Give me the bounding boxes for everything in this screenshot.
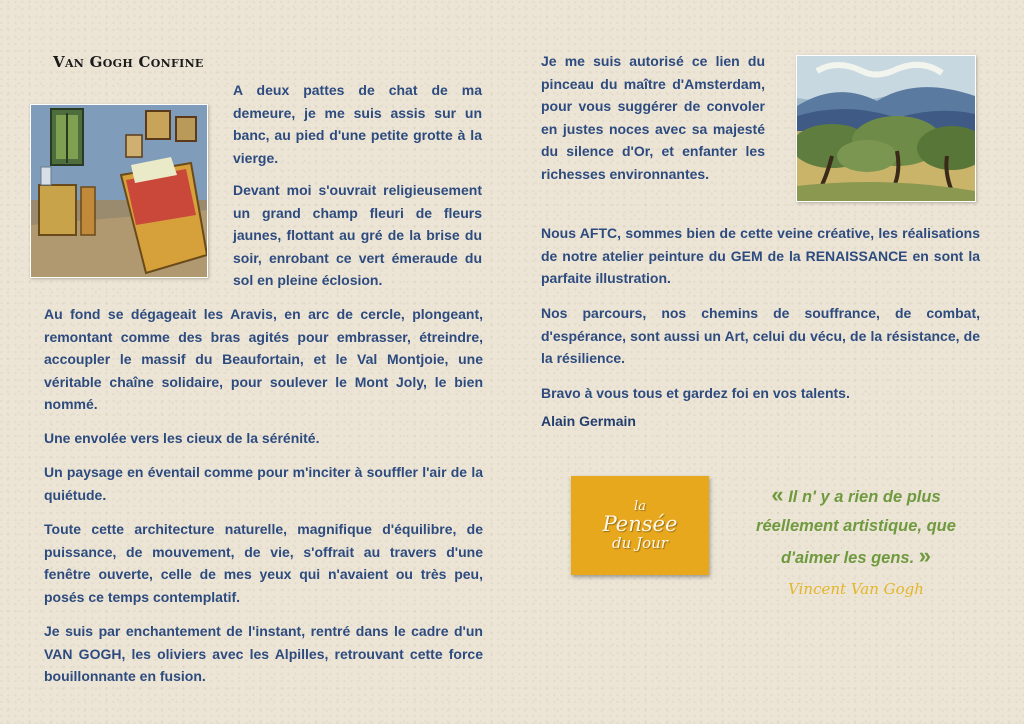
paragraph-5: Un paysage en éventail comme pour m'inciter à souffler l'air de la quiétude. [44, 464, 483, 503]
bedroom-painting-image [30, 104, 208, 278]
paragraph-2: Devant moi s'ouvrait religieusement un grand champ fleuri de fleurs jaunes, flottant au gré de la brise du soir, enrobant ce vert émeraude du sol en pleine éclosion. [233, 182, 482, 289]
quote-block [728, 480, 984, 573]
quote-text: Il n' y a rien de plus réellement artistique, que d'aimer les gens. [756, 488, 956, 567]
quote-author: Vincent Van Gogh [788, 580, 924, 598]
quote-open-mark: « [771, 482, 784, 507]
badge-line-1: la [634, 499, 646, 514]
paragraph-4: Une envolée vers les cieux de la sérénité. [44, 430, 320, 446]
signature: Alain Germain [541, 413, 636, 429]
olive-trees-painting-image [796, 55, 976, 202]
quote-close-mark: » [918, 543, 932, 568]
paragraph-3: Au fond se dégageait les Aravis, en arc de cercle, plongeant, remontant comme des bras agités pour embrasser, étreindre, accoupler le massif du Beaufortain, et le Val Montjoie, une véritable chaîne solidaire, pour soulever le Mont Joly, le bien nommé. [44, 306, 483, 413]
paragraph-9: Nous AFTC, sommes bien de cette veine créative, les réalisations de notre atelier peinture du GEM de la RENAISSANCE en sont la parfaite illustration. [541, 225, 980, 287]
badge-line-2: Pensée [602, 512, 678, 536]
paragraph-7: Je suis par enchantement de l'instant, rentré dans le cadre d'un VAN GOGH, les oliviers avec les Alpilles, retrouvant cette force bouillonnante en fusion. [44, 623, 483, 685]
badge-line-3: du Jour [612, 534, 668, 552]
paragraph-1: A deux pattes de chat de ma demeure, je me suis assis sur un banc, au pied d'une petite grotte à la vierge. [233, 82, 482, 166]
paragraph-11: Bravo à vous tous et gardez foi en vos talents. [541, 385, 850, 401]
paragraph-6: Toute cette architecture naturelle, magnifique d'équilibre, de puissance, de mouvement, de vie, s'offrait au travers d'une fenêtre ouverte, celle de mes yeux qui n'avaient ou très peu, posés ce temps contemplatif. [44, 521, 483, 605]
paragraph-8: Je me suis autorisé ce lien du pinceau du maître d'Amsterdam, pour vous suggérer de convoler en justes noces avec sa majesté du silence d'Or, et enfanter les richesses environnantes. [541, 53, 765, 182]
pensee-du-jour-badge [571, 476, 709, 575]
paragraph-10: Nos parcours, nos chemins de souffrance, de combat, d'espérance, sont aussi un Art, celui du vécu, de la résistance, de la résilience. [541, 305, 980, 367]
page-title: Van Gogh Confine [53, 53, 204, 71]
